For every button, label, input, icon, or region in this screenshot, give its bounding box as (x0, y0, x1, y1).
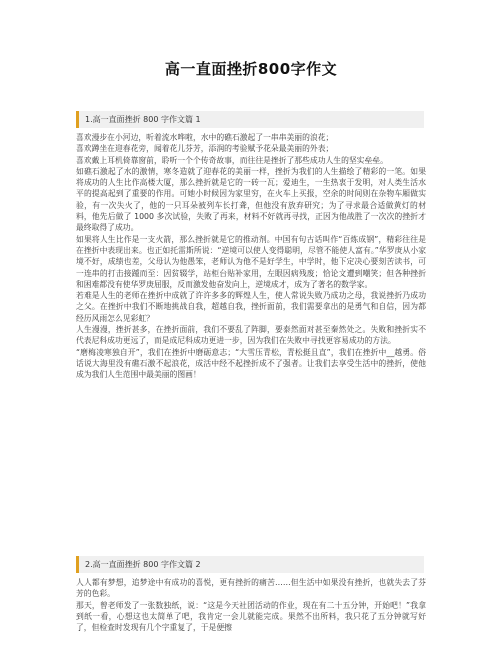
section-heading-1: 1.高一直面挫折 800 字作文篇 1 (76, 111, 424, 128)
paragraph: 喜欢漫步在小河边，听着流水哗啦，水中的礁石激起了一串串美丽的浪花； (76, 133, 334, 142)
paragraph: 人生漫漫，挫折甚多，在挫折面前，我们不要乱了阵脚，要泰然面对甚至秦然处之。失败和挫折实不代表尼科成功更远了，而是成尼科成功更进一步，因为我们在失败中寻找更容易成功的方法。 (76, 325, 426, 346)
section-body-1 (76, 132, 426, 381)
paragraph: 人人都有梦想，追梦途中有成功的喜悦，更有挫折的痛苦……但生活中如果没有挫折，也就失去了芬芳的色彩。 (76, 578, 426, 599)
paragraph: 若难是人生的老师在挫折中成就了许许多多的辉煌人生，使人常说失败乃成功之母，我说挫折乃成功之父。在挫折中我们不断地挑战自我，超越自我，挫折面前，我们需要拿出的是勇气和自信，因为都经历风雨怎么见彩虹？ (76, 291, 426, 323)
paragraph: 如果将人生比作是一支火箭，那么挫折就是它的推动剂。中国有句古话叫作“百炼成钢”，精彩往往是在挫折中表现出来。也正如托雷斯所说：“逆境可以使人变得聪明，尽管不能使人富有。”华罗庚从小家境不好，成绩也差，父母认为他愚笨，老师认为他不是好学生，中学时，他下定决心要刻苦读书，可一连串的打击接踵而至：因贫辍学，站柜台贴补家用，左眼因病残废；恰论文遭到嘲笑；但各种挫折和困难都没有使华罗庚屈服，反而激发他奋发向上，逆境成才，成为了著名的数学家。 (76, 234, 426, 289)
paragraph: 那天，曾老师发了一张数独纸，说：“这是今天社团活动的作业，现在有二十五分钟，开始吧！”我拿到纸一看，心想这也太简单了吧，我肯定一会儿就能完成。果然不出所料，我只花了五分钟就写好了，但检查时发现有几个字重复了，于是便擦 (76, 600, 426, 633)
page-title: 高一直面挫折800字作文 (164, 60, 338, 78)
paragraph: “磨梅凌寒独自开”，我们在挫折中磨砺意志；“大雪压青松，青松挺且直”，我们在挫折中__越勇。俗话说大海里没有礁石激不起浪花，成活中经不起挫折成不了强者。让我们去享受生活中的挫折，使他成为我们人生范围中最美丽的图画！ (76, 347, 426, 380)
section-heading-2: 2.高一直面挫折 800 字作文篇 2 (76, 556, 424, 573)
section-body-2 (76, 577, 426, 633)
paragraph: 喜欢戴上耳机倚靠窗前，聆听一个个传奇故事，而往往是挫折了那些成功人生的坚实垒垒。 (76, 155, 388, 165)
paragraph: 喜欢蹲坐在迎春花旁，闻着花儿芬芳，添润的考验赋予花朵最美丽的外表； (76, 144, 334, 154)
paragraph: 如礁石激起了水的激情，寒冬造就了迎春花的美丽一样，挫折为我们的人生描绘了精彩的一笔。如果将成功的人生比作高楼大厦，那么挫折就是它的一砖一瓦；爱迪生，一生热衷于发明，对人类生活水平的提高起到了重要的作用。可她小时候因为家里穷，在火车上买报，空余的时间则在杂物车厢做实验，有一次失火了，他的一只耳朵被列车长打聋，但他没有放弃研究；为了寻求最合适做黄灯的材料，他先后做了 1000 多次试验，失败了再来，材料不好就再寻找，正因为他战胜了一次次的挫折才最终取得了成功。 (76, 166, 426, 233)
